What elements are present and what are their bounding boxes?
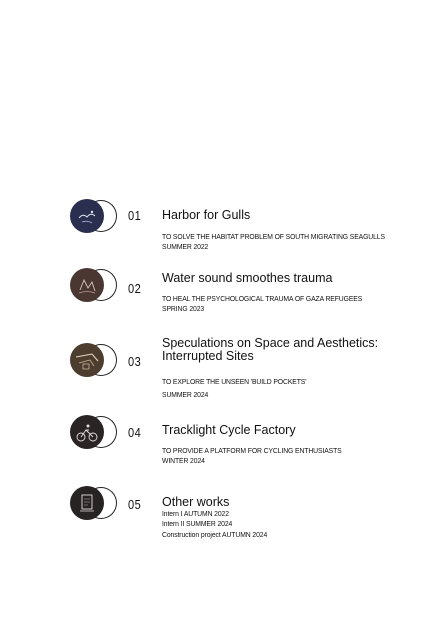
project-description: TO HEAL THE PSYCHOLOGICAL TRAUMA OF GAZA REFUGEES: [162, 294, 363, 303]
project-description: TO PROVIDE A PLATFORM FOR CYCLING ENTHUSIASTS: [162, 446, 342, 455]
other-works-icon[interactable]: [70, 486, 104, 520]
project-number: 05: [128, 497, 142, 512]
project-description: TO EXPLORE THE UNSEEN 'BUILD POCKETS': [162, 377, 307, 386]
project-number: 02: [128, 281, 142, 296]
project-title[interactable]: Tracklight Cycle Factory: [162, 423, 296, 437]
other-work-item: Construction project AUTUMN 2024: [162, 530, 268, 539]
project-title[interactable]: Other works: [162, 495, 230, 509]
seagull-harbor-icon[interactable]: [70, 199, 104, 233]
cyclist-icon[interactable]: [70, 415, 104, 449]
project-season: SPRING 2023: [162, 304, 205, 313]
project-season: WINTER 2024: [162, 456, 205, 465]
project-number: 03: [128, 354, 142, 369]
water-pavilion-icon[interactable]: [70, 268, 104, 302]
project-title-line-2[interactable]: Interrupted Sites: [162, 349, 254, 363]
project-season: SUMMER 2022: [162, 242, 209, 251]
project-season: SUMMER 2024: [162, 390, 209, 399]
project-title[interactable]: Water sound smoothes trauma: [162, 271, 333, 285]
other-work-item: Intern II SUMMER 2024: [162, 519, 233, 528]
project-number: 01: [128, 208, 142, 223]
project-number: 04: [128, 425, 142, 440]
project-description: TO SOLVE THE HABITAT PROBLEM OF SOUTH MIGRATING SEAGULLS: [162, 232, 385, 241]
project-title[interactable]: Harbor for Gulls: [162, 208, 251, 222]
project-title-line-1[interactable]: Speculations on Space and Aesthetics:: [162, 336, 379, 350]
other-work-item: Intern I AUTUMN 2022: [162, 509, 229, 518]
interrupted-site-icon[interactable]: [70, 343, 104, 377]
